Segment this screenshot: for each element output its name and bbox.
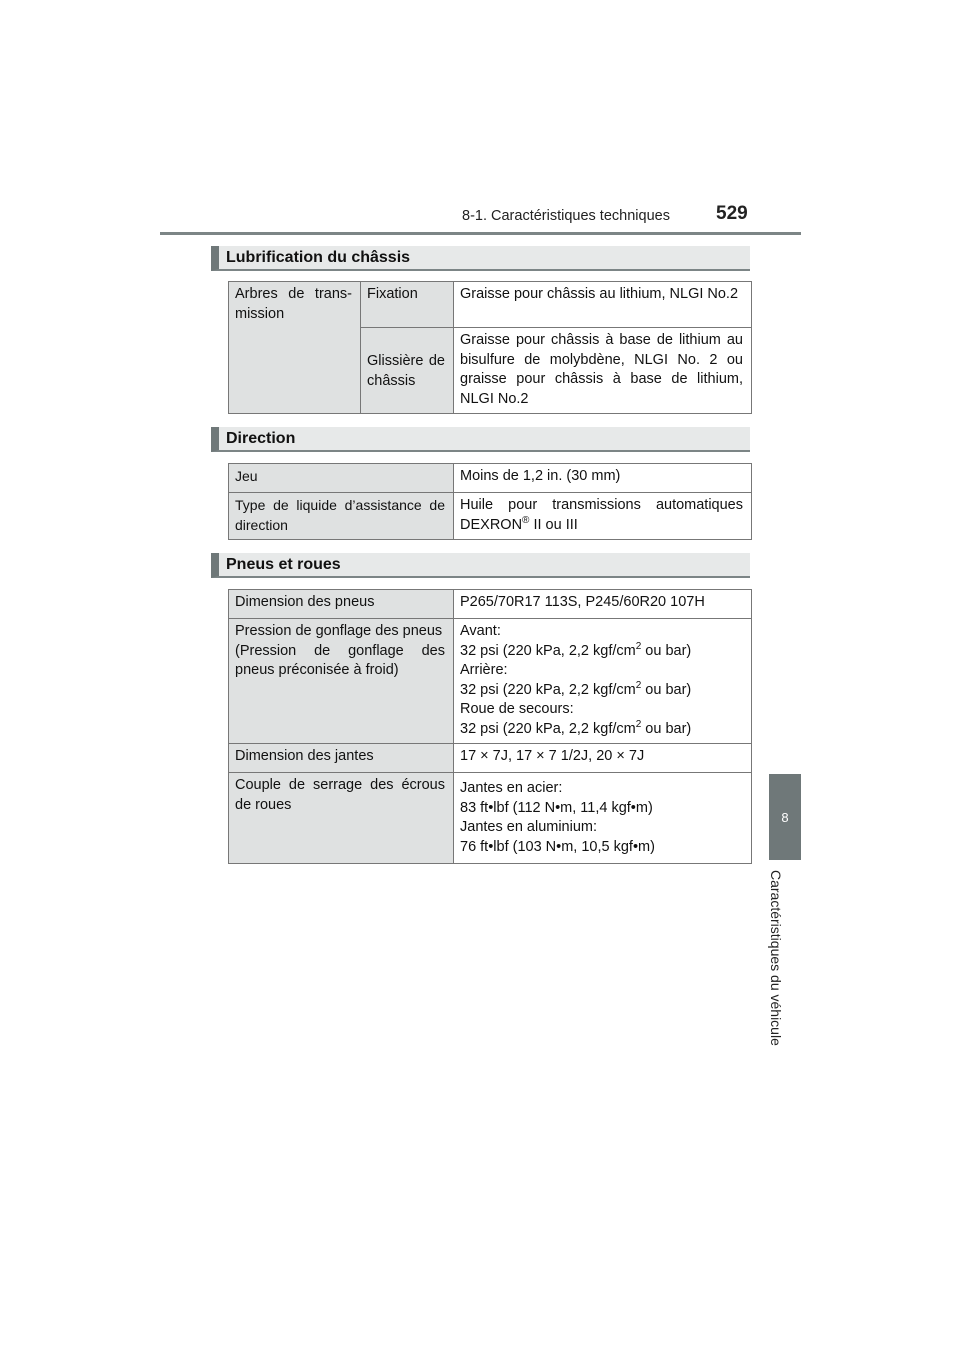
row-label: Dimension des jantes bbox=[229, 744, 454, 773]
row-label-pression: Pression de gonflage des pneus (Pression de gonflage des pneus préconisée à froid) bbox=[229, 619, 454, 744]
section-title: 8-1. Caractéristiques techniques bbox=[462, 208, 670, 224]
chapter-tab bbox=[769, 774, 801, 860]
section-heading-pneus: Pneus et roues bbox=[211, 553, 750, 578]
table-row bbox=[229, 619, 752, 744]
row-value: Huile pour transmissions automatiques DEXRON® II ou III bbox=[454, 493, 752, 540]
table-row bbox=[229, 464, 752, 493]
row-label: Glissière de châssis bbox=[361, 328, 454, 414]
row-value-pression: Avant: 32 psi (220 kPa, 2,2 kgf/$cm^2$ ou bar) Arrière: 32 psi (220 kPa, 2,2 kgf/$cm^2$ ou bar) Roue de secours: 32 psi (220 kPa, 2,2 kgf/$cm^2$ ou bar) bbox=[454, 619, 752, 744]
table-row bbox=[229, 744, 752, 773]
chapter-label: Caractéristiques du véhicule bbox=[768, 870, 784, 1046]
row-label: Jeu bbox=[229, 464, 454, 493]
row-value: Graisse pour châssis au lithium, NLGI No.2 bbox=[454, 282, 752, 328]
direction-table bbox=[228, 463, 752, 540]
row-value: Moins de 1,2 in. (30 mm) bbox=[454, 464, 752, 493]
group-label-arbres: Arbres de trans-mission bbox=[229, 282, 361, 414]
table-row bbox=[229, 493, 752, 540]
row-value: Graisse pour châssis à base de lithium au bisulfure de molybdène, NLGI No. 2 ou graisse pour châssis à base de lithium, NLGI No.2 bbox=[454, 328, 752, 414]
page-number: 529 bbox=[716, 203, 748, 224]
chapter-number: 8 bbox=[781, 809, 789, 825]
row-label: Couple de serrage des écrous de roues bbox=[229, 773, 454, 864]
pneus-table bbox=[228, 589, 752, 864]
table-row bbox=[229, 773, 752, 864]
table-row bbox=[229, 282, 752, 328]
section-heading-lubrification: Lubrification du châssis bbox=[211, 246, 750, 271]
header-rule bbox=[160, 232, 801, 235]
row-label: Fixation bbox=[361, 282, 454, 328]
lubrification-table bbox=[228, 281, 752, 414]
row-value: P265/70R17 113S, P245/60R20 107H bbox=[454, 590, 752, 619]
row-label: Dimension des pneus bbox=[229, 590, 454, 619]
section-heading-direction: Direction bbox=[211, 427, 750, 452]
row-value: 17 × 7J, 17 × 7 1/2J, 20 × 7J bbox=[454, 744, 752, 773]
row-value-couple: Jantes en acier: 83 ft•lbf (112 N•m, 11,4 kgf•m) Jantes en aluminium: 76 ft•lbf (103 N•m, 10,5 kgf•m) bbox=[454, 773, 752, 864]
row-label: Type de liquide d’assistance de direction bbox=[229, 493, 454, 540]
table-row bbox=[229, 590, 752, 619]
